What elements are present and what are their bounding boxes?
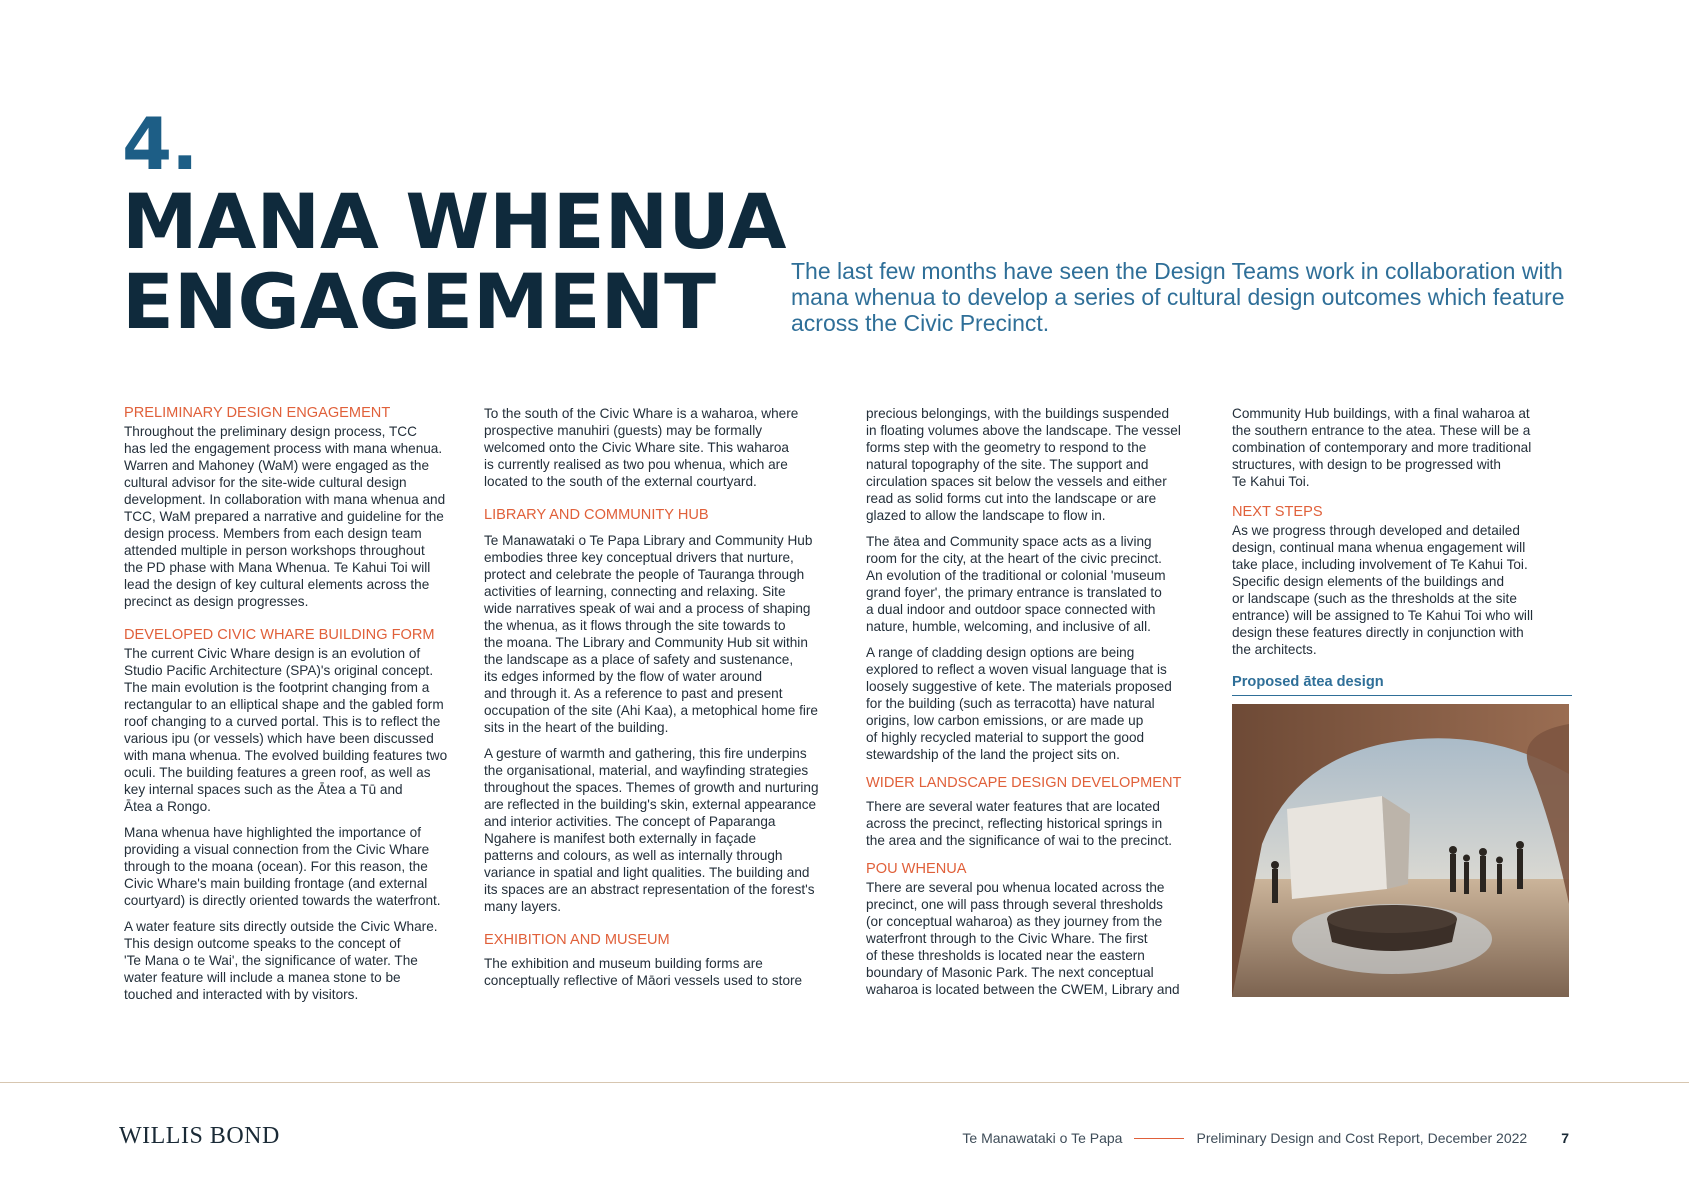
text-line: conceptually reflective of Māori vessels used to store xyxy=(484,973,803,988)
text-line: attended multiple in person workshops throughout xyxy=(124,543,425,558)
text-line: a dual indoor and outdoor space connected with xyxy=(866,602,1156,617)
section-heading: NEXT STEPS xyxy=(1232,504,1323,520)
paragraph xyxy=(866,879,1211,998)
text-line: glazed to allow the landscape to flow in. xyxy=(866,508,1106,523)
text-line: and interior activities. The concept of Paparanga xyxy=(484,814,776,829)
text-line: (or conceptual waharoa) as they journey from the xyxy=(866,914,1163,929)
text-line: lead the design of key cultural elements across the xyxy=(124,577,430,592)
text-line: the PD phase with Mana Whenua. Te Kahui Toi will xyxy=(124,560,431,575)
text-line: Ātea a Rongo. xyxy=(124,799,211,814)
text-line: sits in the heart of the building. xyxy=(484,720,669,735)
text-line: in floating volumes above the landscape. The vessel xyxy=(866,423,1181,438)
footer-divider xyxy=(0,1082,1689,1083)
text-line: Community Hub buildings, with a final waharoa at xyxy=(1232,406,1530,421)
paragraph xyxy=(1232,405,1572,490)
text-line: wide narratives speak of wai and a process of shaping xyxy=(484,601,811,616)
text-line: its edges informed by the flow of water around xyxy=(484,669,763,684)
text-line: To the south of the Civic Whare is a waharoa, where xyxy=(484,406,799,421)
text-line: the landscape as a place of safety and sustenance, xyxy=(484,652,794,667)
page-footer xyxy=(962,1130,1569,1146)
text-line: design process. Members from each design team xyxy=(124,526,422,541)
text-line: Studio Pacific Architecture (SPA)'s original concept. xyxy=(124,663,434,678)
section-heading: DEVELOPED CIVIC WHARE BUILDING FORM xyxy=(124,627,435,643)
text-line: There are several water features that are located xyxy=(866,799,1160,814)
text-line: A gesture of warmth and gathering, this fire underpins xyxy=(484,746,807,761)
text-line: or landscape (such as the thresholds at the site xyxy=(1232,591,1517,606)
text-line: precious belongings, with the buildings suspended xyxy=(866,406,1170,421)
text-line: combination of contemporary and more traditional xyxy=(1232,440,1532,455)
text-line: patterns and colours, as well as internally through xyxy=(484,848,783,863)
text-line: entrance) will be assigned to Te Kahui Toi who will xyxy=(1232,608,1533,623)
paragraph xyxy=(484,745,829,915)
text-line: loosely suggestive of kete. The materials proposed xyxy=(866,679,1172,694)
text-line: of highly recycled material to support the good xyxy=(866,730,1145,745)
text-line: The current Civic Whare design is an evolution of xyxy=(124,646,421,661)
text-line: across the precinct, reflecting historical springs in xyxy=(866,816,1163,831)
text-line: many layers. xyxy=(484,899,562,914)
text-line: This design outcome speaks to the concept of xyxy=(124,936,401,951)
text-line: the moana. The Library and Community Hub sit within xyxy=(484,635,808,650)
text-line: protect and celebrate the people of Tauranga through xyxy=(484,567,805,582)
page-title-line: ENGAGEMENT xyxy=(122,257,717,346)
text-line: origins, low carbon emissions, or are made up xyxy=(866,713,1144,728)
footer-project-name: Te Manawataki o Te Papa xyxy=(962,1130,1123,1146)
text-line: roof changing to a curved portal. This is to reflect the xyxy=(124,714,441,729)
page-title xyxy=(122,177,812,346)
text-line: are reflected in the building's skin, external appearance xyxy=(484,797,817,812)
intro-line: mana whenua to develop a series of cultural design outcomes which feature xyxy=(791,284,1565,310)
text-line: Te Manawataki o Te Papa Library and Community Hub xyxy=(484,533,813,548)
text-line: activities of learning, connecting and relaxing. Site xyxy=(484,584,786,599)
text-line: located to the south of the external courtyard. xyxy=(484,474,757,489)
text-line: There are several pou whenua located across the xyxy=(866,880,1165,895)
text-line: touched and interacted with by visitors. xyxy=(124,987,359,1002)
paragraph xyxy=(124,824,469,909)
paragraph xyxy=(484,405,829,490)
paragraph xyxy=(124,918,469,1003)
text-line: explored to reflect a woven visual language that is xyxy=(866,662,1167,677)
figure-caption: Proposed ātea design xyxy=(1232,673,1572,696)
text-line: courtyard) is directly oriented towards the waterfront. xyxy=(124,893,441,908)
page-title-line: MANA WHENUA xyxy=(122,177,787,266)
text-line: TCC, WaM prepared a narrative and guideline for the xyxy=(124,509,444,524)
text-line: natural topography of the site. The support and xyxy=(866,457,1149,472)
footer-separator-line xyxy=(1134,1138,1184,1139)
text-line: rectangular to an elliptical shape and the gabled form xyxy=(124,697,444,712)
text-line: The ātea and Community space acts as a living xyxy=(866,534,1152,549)
text-line: variance in spatial and light qualities. The building and xyxy=(484,865,810,880)
text-line: 'Te Mana o te Wai', the significance of water. The xyxy=(124,953,418,968)
section-heading: PRELIMINARY DESIGN ENGAGEMENT xyxy=(124,405,391,421)
text-line: The main evolution is the footprint changing from a xyxy=(124,680,430,695)
atea-design-render-image xyxy=(1232,704,1569,997)
text-line: key internal spaces such as the Ātea a Tū and xyxy=(124,782,403,797)
text-line: circulation spaces sit below the vessels and either xyxy=(866,474,1167,489)
text-line: welcomed onto the Civic Whare site. This waharoa xyxy=(484,440,789,455)
paragraph xyxy=(484,955,829,989)
text-line: boundary of Masonic Park. The next conceptual xyxy=(866,965,1154,980)
text-line: Civic Whare's main building frontage (and external xyxy=(124,876,428,891)
intro-text xyxy=(791,258,1591,336)
intro-line: The last few months have seen the Design Teams work in collaboration with xyxy=(791,258,1563,284)
section-heading: WIDER LANDSCAPE DESIGN DEVELOPMENT xyxy=(866,775,1182,791)
section-number: 4. xyxy=(122,102,198,186)
text-line: development. In collaboration with mana whenua and xyxy=(124,492,446,507)
paragraph xyxy=(1232,522,1572,658)
text-line: embodies three key conceptual drivers that nurture, xyxy=(484,550,794,565)
text-line: take place, including involvement of Te Kahui Toi. xyxy=(1232,557,1528,572)
text-line: waterfront through to the Civic Whare. The first xyxy=(866,931,1148,946)
page-number: 7 xyxy=(1561,1130,1569,1146)
text-line: Te Kahui Toi. xyxy=(1232,474,1310,489)
text-line: of these thresholds is located near the eastern xyxy=(866,948,1145,963)
text-line: The exhibition and museum building forms are xyxy=(484,956,763,971)
text-line: for the building (such as terracotta) have natural xyxy=(866,696,1155,711)
column-3 xyxy=(866,405,1211,1007)
text-line: A range of cladding design options are being xyxy=(866,645,1135,660)
paragraph xyxy=(866,798,1211,849)
text-line: cultural advisor for the site-wide cultural design xyxy=(124,475,407,490)
text-line: waharoa is located between the CWEM, Library and xyxy=(866,982,1180,997)
text-line: throughout the spaces. Themes of growth and nurturing xyxy=(484,780,819,795)
section-heading: LIBRARY AND COMMUNITY HUB xyxy=(484,507,709,523)
text-line: the whenua, as it flows through the site towards to xyxy=(484,618,786,633)
text-line: structures, with design to be progressed with xyxy=(1232,457,1501,472)
text-line: various ipu (or vessels) which have been discussed xyxy=(124,731,434,746)
column-2 xyxy=(484,405,829,998)
text-line: water feature will include a manea stone to be xyxy=(124,970,401,985)
paragraph xyxy=(866,644,1211,763)
paragraph xyxy=(484,532,829,736)
text-line: the area and the significance of wai to the precinct. xyxy=(866,833,1173,848)
column-4 xyxy=(1232,405,1572,997)
text-line: Ngahere is manifest both externally in façade xyxy=(484,831,757,846)
intro-line: across the Civic Precinct. xyxy=(791,310,1050,336)
text-line: has led the engagement process with mana whenua. xyxy=(124,441,443,456)
footer-report-title: Preliminary Design and Cost Report, December 2022 xyxy=(1196,1130,1528,1146)
paragraph xyxy=(866,533,1211,635)
text-line: and through it. As a reference to past and present xyxy=(484,686,783,701)
willis-bond-logo: WILLIS BOND xyxy=(119,1123,280,1149)
text-line: Throughout the preliminary design process, TCC xyxy=(124,424,417,439)
column-1 xyxy=(124,405,469,1012)
paragraph xyxy=(124,423,469,610)
text-line: precinct as design progresses. xyxy=(124,594,309,609)
text-line: Mana whenua have highlighted the importance of xyxy=(124,825,421,840)
section-heading: POU WHENUA xyxy=(866,861,967,877)
text-line: design, continual mana whenua engagement will xyxy=(1232,540,1526,555)
paragraph xyxy=(124,645,469,815)
text-line: nature, humble, welcoming, and inclusive of all. xyxy=(866,619,1151,634)
text-line: Warren and Mahoney (WaM) were engaged as the xyxy=(124,458,430,473)
text-line: with mana whenua. The evolved building features two xyxy=(124,748,448,763)
text-line: the architects. xyxy=(1232,642,1317,657)
text-line: stewardship of the land the project sits on. xyxy=(866,747,1120,762)
text-line: is currently realised as two pou whenua, which are xyxy=(484,457,788,472)
text-line: forms step with the geometry to respond to the xyxy=(866,440,1147,455)
text-line: through to the moana (ocean). For this reason, the xyxy=(124,859,428,874)
text-line: oculi. The building features a green roof, as well as xyxy=(124,765,431,780)
text-line: providing a visual connection from the Civic Whare xyxy=(124,842,430,857)
text-line: room for the city, at the heart of the civic precinct. xyxy=(866,551,1162,566)
text-line: A water feature sits directly outside the Civic Whare. xyxy=(124,919,438,934)
text-line: prospective manuhiri (guests) may be formally xyxy=(484,423,763,438)
text-line: its spaces are an abstract representation of the forest's xyxy=(484,882,815,897)
paragraph xyxy=(866,405,1211,524)
render-illustration xyxy=(1232,704,1569,997)
text-line: Specific design elements of the buildings and xyxy=(1232,574,1505,589)
text-line: design these features directly in conjunction with xyxy=(1232,625,1524,640)
text-line: read as solid forms cut into the landscape or are xyxy=(866,491,1157,506)
text-line: the organisational, material, and wayfinding strategies xyxy=(484,763,809,778)
text-line: precinct, one will pass through several thresholds xyxy=(866,897,1163,912)
text-line: As we progress through developed and detailed xyxy=(1232,523,1520,538)
text-line: An evolution of the traditional or colonial 'museum xyxy=(866,568,1166,583)
text-line: grand foyer', the primary entrance is translated to xyxy=(866,585,1162,600)
section-heading: EXHIBITION AND MUSEUM xyxy=(484,932,670,948)
text-line: occupation of the site (Ahi Kaa), a metophical home fire xyxy=(484,703,818,718)
text-line: the southern entrance to the atea. These will be a xyxy=(1232,423,1531,438)
